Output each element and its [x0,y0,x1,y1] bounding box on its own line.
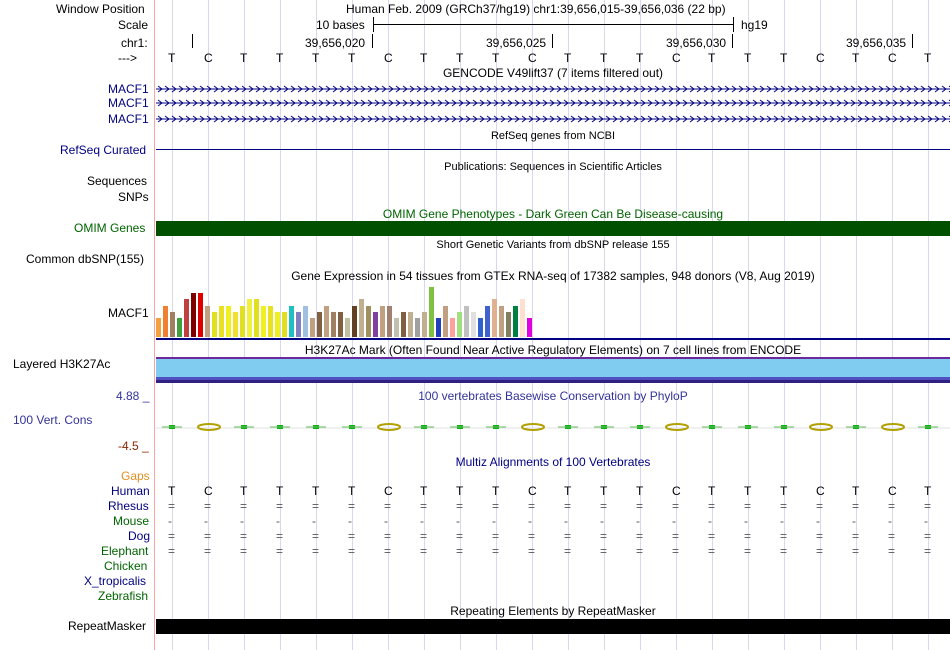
multiz-base: - [816,514,820,528]
multiz-base: T [780,484,788,498]
gtex-bar[interactable] [233,312,238,337]
multiz-base: - [456,514,460,528]
gtex-bar[interactable] [184,299,189,337]
species-label-dog: Dog [128,529,151,543]
multiz-base: = [528,529,536,543]
multiz-base: T [168,484,176,498]
phylop-c-glyph [810,424,832,430]
phylop-max-label: 4.88 _ [116,389,150,403]
species-label-human: Human [111,484,150,498]
multiz-base: = [384,499,392,513]
sequence-base: T [456,51,464,65]
multiz-base: = [492,529,500,543]
multiz-base: = [456,499,464,513]
multiz-base: - [312,514,316,528]
ruler-tick-4 [912,34,913,48]
track-label-snps[interactable]: SNPs [118,190,149,204]
multiz-base: = [276,499,284,513]
phylop-c-glyph [378,424,400,430]
multiz-base: = [276,529,284,543]
track-label-sequences[interactable]: Sequences [87,174,148,188]
multiz-base: = [168,529,176,543]
gene-feature-macf1-3[interactable] [156,113,950,125]
gtex-bar[interactable] [247,299,252,337]
ruler-tick-0 [192,34,193,48]
multiz-base: T [924,484,932,498]
gtex-baseline [156,338,950,340]
multiz-base: = [888,499,896,513]
multiz-base: = [456,529,464,543]
multiz-base: - [708,514,712,528]
multiz-base: = [636,544,644,558]
multiz-base: T [348,484,356,498]
multiz-base: = [744,544,752,558]
species-label-rhesus: Rhesus [108,499,149,513]
omim-gene-bar[interactable] [156,221,950,236]
multiz-base: = [816,499,824,513]
gtex-bar[interactable] [289,306,294,337]
species-label-zebrafish: Zebrafish [98,589,149,603]
gtex-bar[interactable] [275,312,280,337]
multiz-base: = [348,544,356,558]
gtex-bar[interactable] [373,312,378,337]
refseq-gene-line[interactable] [156,149,950,150]
multiz-base: = [852,544,860,558]
multiz-alignment-grid[interactable] [156,484,950,559]
multiz-base: T [600,484,608,498]
gtex-bar[interactable] [499,306,504,337]
multiz-base: C [672,484,681,498]
multiz-base: - [420,514,424,528]
sequence-base: T [600,51,608,65]
gtex-bar[interactable] [205,306,210,337]
sequence-base: T [240,51,248,65]
track-label-macf1-2[interactable]: MACF1 [108,96,149,110]
gtex-bar[interactable] [485,306,490,337]
multiz-base: = [708,529,716,543]
sequence-base: T [492,51,500,65]
multiz-base: = [924,544,932,558]
gtex-bar[interactable] [282,312,287,337]
gtex-bar[interactable] [429,287,434,337]
multiz-gaps-label: Gaps [121,469,150,483]
multiz-base: = [600,529,608,543]
multiz-base: - [204,514,208,528]
multiz-base: = [888,529,896,543]
multiz-base: = [204,499,212,513]
gtex-bar[interactable] [408,312,413,337]
multiz-base: = [312,544,320,558]
multiz-base: = [780,499,788,513]
gtex-bar[interactable] [352,306,357,337]
gtex-bar[interactable] [394,318,399,337]
gencode-track-title: GENCODE V49lift37 (7 items filtered out) [442,66,664,80]
multiz-base: = [240,499,248,513]
multiz-base: = [348,499,356,513]
sequence-base: C [888,51,897,65]
track-label-vert-cons[interactable]: 100 Vert. Cons [13,413,93,427]
gtex-bar[interactable] [198,293,203,337]
multiz-base: = [780,529,788,543]
multiz-base: = [456,544,464,558]
gtex-bar[interactable] [324,306,329,337]
multiz-base: = [564,499,572,513]
strand-arrow-label: ---> [118,51,137,65]
multiz-base: = [744,499,752,513]
multiz-base: = [924,529,932,543]
multiz-base: T [456,484,464,498]
multiz-base: - [528,514,532,528]
omim-track-title: OMIM Gene Phenotypes - Dark Green Can Be Disease-causing [382,207,724,221]
multiz-base: = [528,544,536,558]
multiz-base: = [816,529,824,543]
sequence-base: C [672,51,681,65]
sequence-base: T [708,51,716,65]
multiz-base: - [240,514,244,528]
multiz-base: = [240,529,248,543]
multiz-base: - [564,514,568,528]
multiz-base: = [780,544,788,558]
ruler-tick-3 [732,34,733,48]
multiz-base: = [636,529,644,543]
ruler-position-1: 39,656,020 [305,36,366,50]
track-label-column [0,0,154,650]
sequence-base: T [636,51,644,65]
assembly-position-title: Human Feb. 2009 (GRCh37/hg19) chr1:39,656,015-39,656,036 (22 bp) [346,2,726,16]
gtex-bar[interactable] [457,312,462,337]
multiz-base: T [708,484,716,498]
gtex-bar[interactable] [163,306,168,337]
multiz-base: - [780,514,784,528]
multiz-base: T [636,484,644,498]
track-label-macf1-3[interactable]: MACF1 [108,112,149,126]
sequence-base: T [420,51,428,65]
multiz-base: = [276,544,284,558]
multiz-base: = [168,544,176,558]
sequence-base: T [168,51,176,65]
multiz-base: C [816,484,825,498]
gtex-bar[interactable] [156,318,161,337]
gtex-bar[interactable] [443,306,448,337]
label-divider [154,0,155,650]
multiz-base: - [636,514,640,528]
multiz-base: T [744,484,752,498]
multiz-base: = [888,544,896,558]
multiz-base: = [204,529,212,543]
multiz-base: = [816,544,824,558]
multiz-base: = [600,544,608,558]
ruler-position-3: 39,656,030 [666,36,727,50]
gtex-bar[interactable] [310,318,315,337]
ruler-tick-1 [372,34,373,48]
gtex-bar[interactable] [254,299,259,337]
scale-label: Scale [118,18,149,32]
multiz-base: = [852,529,860,543]
multiz-base: - [672,514,676,528]
gene-feature-macf1-2[interactable] [156,97,950,109]
gtex-bar[interactable] [366,306,371,337]
sequence-base: T [924,51,932,65]
multiz-base: = [312,499,320,513]
chr-label: chr1: [121,36,148,50]
gtex-bar[interactable] [303,306,308,337]
multiz-base: - [888,514,892,528]
scale-text: 10 bases [316,18,365,32]
multiz-base: - [168,514,172,528]
multiz-base: = [852,499,860,513]
gtex-bar[interactable] [520,299,525,337]
multiz-base: T [564,484,572,498]
gtex-bar[interactable] [492,299,497,337]
multiz-base: = [240,544,248,558]
multiz-base: C [204,484,213,498]
multiz-base: - [384,514,388,528]
sequence-base: T [348,51,356,65]
multiz-base: = [708,544,716,558]
multiz-base: - [852,514,856,528]
track-label-omim[interactable]: OMIM Genes [74,221,146,235]
gtex-bar[interactable] [478,318,483,337]
multiz-base: = [420,544,428,558]
multiz-base: = [384,544,392,558]
gtex-bar[interactable] [527,318,532,337]
multiz-base: = [492,544,500,558]
gtex-bar[interactable] [450,318,455,337]
ruler-position-2: 39,656,025 [486,36,547,50]
multiz-base: = [672,529,680,543]
track-label-macf1-1[interactable]: MACF1 [108,82,149,96]
phylop-conservation-glyphs[interactable] [156,418,950,442]
phylop-min-label: -4.5 _ [118,439,149,453]
multiz-base: = [420,529,428,543]
track-label-common-dbsnp[interactable]: Common dbSNP(155) [26,252,145,266]
gtex-expression-bars[interactable] [156,284,536,337]
multiz-base: T [276,484,284,498]
sequence-base: T [276,51,284,65]
gtex-bar[interactable] [261,306,266,337]
gtex-bar[interactable] [380,306,385,337]
h3k27ac-signal[interactable] [156,359,950,377]
gtex-bar[interactable] [422,312,427,337]
gtex-bar[interactable] [240,306,245,337]
sequence-base: C [384,51,393,65]
multiz-base: T [852,484,860,498]
multiz-base: - [276,514,280,528]
multiz-base: C [384,484,393,498]
ruler-tick-2 [552,34,553,48]
multiz-base: T [492,484,500,498]
gtex-bar[interactable] [219,306,224,337]
gtex-bar[interactable] [212,312,217,337]
gtex-bar[interactable] [317,312,322,337]
multiz-base: = [420,499,428,513]
repeatmasker-track-title: Repeating Elements by RepeatMasker [450,604,656,618]
sequence-base: T [852,51,860,65]
scale-bar-left-tick [373,17,374,32]
multiz-base: - [492,514,496,528]
multiz-base: = [600,499,608,513]
phylop-c-glyph [522,424,544,430]
gtex-bar[interactable] [436,318,441,337]
multiz-base: = [348,529,356,543]
refseq-track-title: RefSeq genes from NCBI [490,130,616,142]
gene-feature-macf1-1[interactable] [156,83,950,95]
sequence-base: C [204,51,213,65]
multiz-base: = [672,544,680,558]
multiz-base: = [564,529,572,543]
multiz-base: = [384,529,392,543]
gtex-bar[interactable] [191,293,196,337]
scale-db-label: hg19 [741,18,768,32]
multiz-base: - [924,514,928,528]
multiz-base: = [492,499,500,513]
multiz-base: = [312,529,320,543]
gtex-bar[interactable] [268,306,273,337]
multiz-base: - [600,514,604,528]
multiz-base: = [708,499,716,513]
ruler-position-4: 39,656,035 [846,36,907,50]
sequence-base: T [312,51,320,65]
h3k27ac-band-2 [156,380,950,383]
sequence-base: T [564,51,572,65]
scale-bar [373,24,734,25]
multiz-base: T [240,484,248,498]
multiz-base: - [348,514,352,528]
multiz-base: = [636,499,644,513]
h3k27ac-track-title: H3K27Ac Mark (Often Found Near Active Regulatory Elements) on 7 cell lines from ENCODE [304,343,802,357]
gtex-bar[interactable] [471,312,476,337]
species-label-chicken: Chicken [104,559,148,573]
species-label-elephant: Elephant [101,544,149,558]
multiz-base: = [528,499,536,513]
gtex-bar[interactable] [226,306,231,337]
gtex-bar[interactable] [359,299,364,337]
window-position-label: Window Position [56,2,145,16]
gtex-bar[interactable] [387,306,392,337]
species-label-mouse: Mouse [113,514,150,528]
track-label-refseq[interactable]: RefSeq Curated [60,143,147,157]
multiz-base: T [420,484,428,498]
gtex-bar[interactable] [506,312,511,337]
dbsnp-track-title: Short Genetic Variants from dbSNP release 155 [436,239,670,251]
sequence-base: C [816,51,825,65]
publications-track-title: Publications: Sequences in Scientific Articles [444,161,662,173]
gtex-bar[interactable] [177,318,182,337]
gtex-bar[interactable] [296,312,301,337]
phylop-c-glyph [882,424,904,430]
sequence-base: T [744,51,752,65]
multiz-track-title: Multiz Alignments of 100 Vertebrates [455,455,651,469]
sequence-base: C [528,51,537,65]
phylop-c-glyph [198,424,220,430]
multiz-base: C [888,484,897,498]
scale-bar-right-tick [733,17,734,32]
multiz-base: = [744,529,752,543]
repeatmasker-bar[interactable] [156,619,950,634]
multiz-base: = [204,544,212,558]
track-label-gtex-macf1[interactable]: MACF1 [108,306,149,320]
gtex-bar[interactable] [331,312,336,337]
species-label-xtropicalis: X_tropicalis [84,574,147,588]
multiz-base: - [744,514,748,528]
gtex-bar[interactable] [401,312,406,337]
phylop-c-glyph [666,424,688,430]
gtex-bar[interactable] [338,312,343,337]
multiz-base: = [924,499,932,513]
multiz-base: T [312,484,320,498]
gtex-bar[interactable] [513,306,518,337]
track-label-repeatmasker[interactable]: RepeatMasker [68,619,147,633]
gtex-bar[interactable] [464,306,469,337]
base-sequence-row [156,51,950,65]
phylop-track-title: 100 vertebrates Basewise Conservation by PhyloP [418,389,688,403]
gtex-bar[interactable] [170,312,175,337]
gtex-bar[interactable] [345,318,350,337]
multiz-base: C [528,484,537,498]
track-label-layered-h3k27ac[interactable]: Layered H3K27Ac [13,357,111,371]
gtex-track-title: Gene Expression in 54 tissues from GTEx RNA-seq of 17382 samples, 948 donors (V8, Aug 2019) [291,269,815,283]
multiz-base: = [168,499,176,513]
gtex-bar[interactable] [415,318,420,337]
multiz-base: = [564,544,572,558]
multiz-base: = [672,499,680,513]
sequence-base: T [780,51,788,65]
